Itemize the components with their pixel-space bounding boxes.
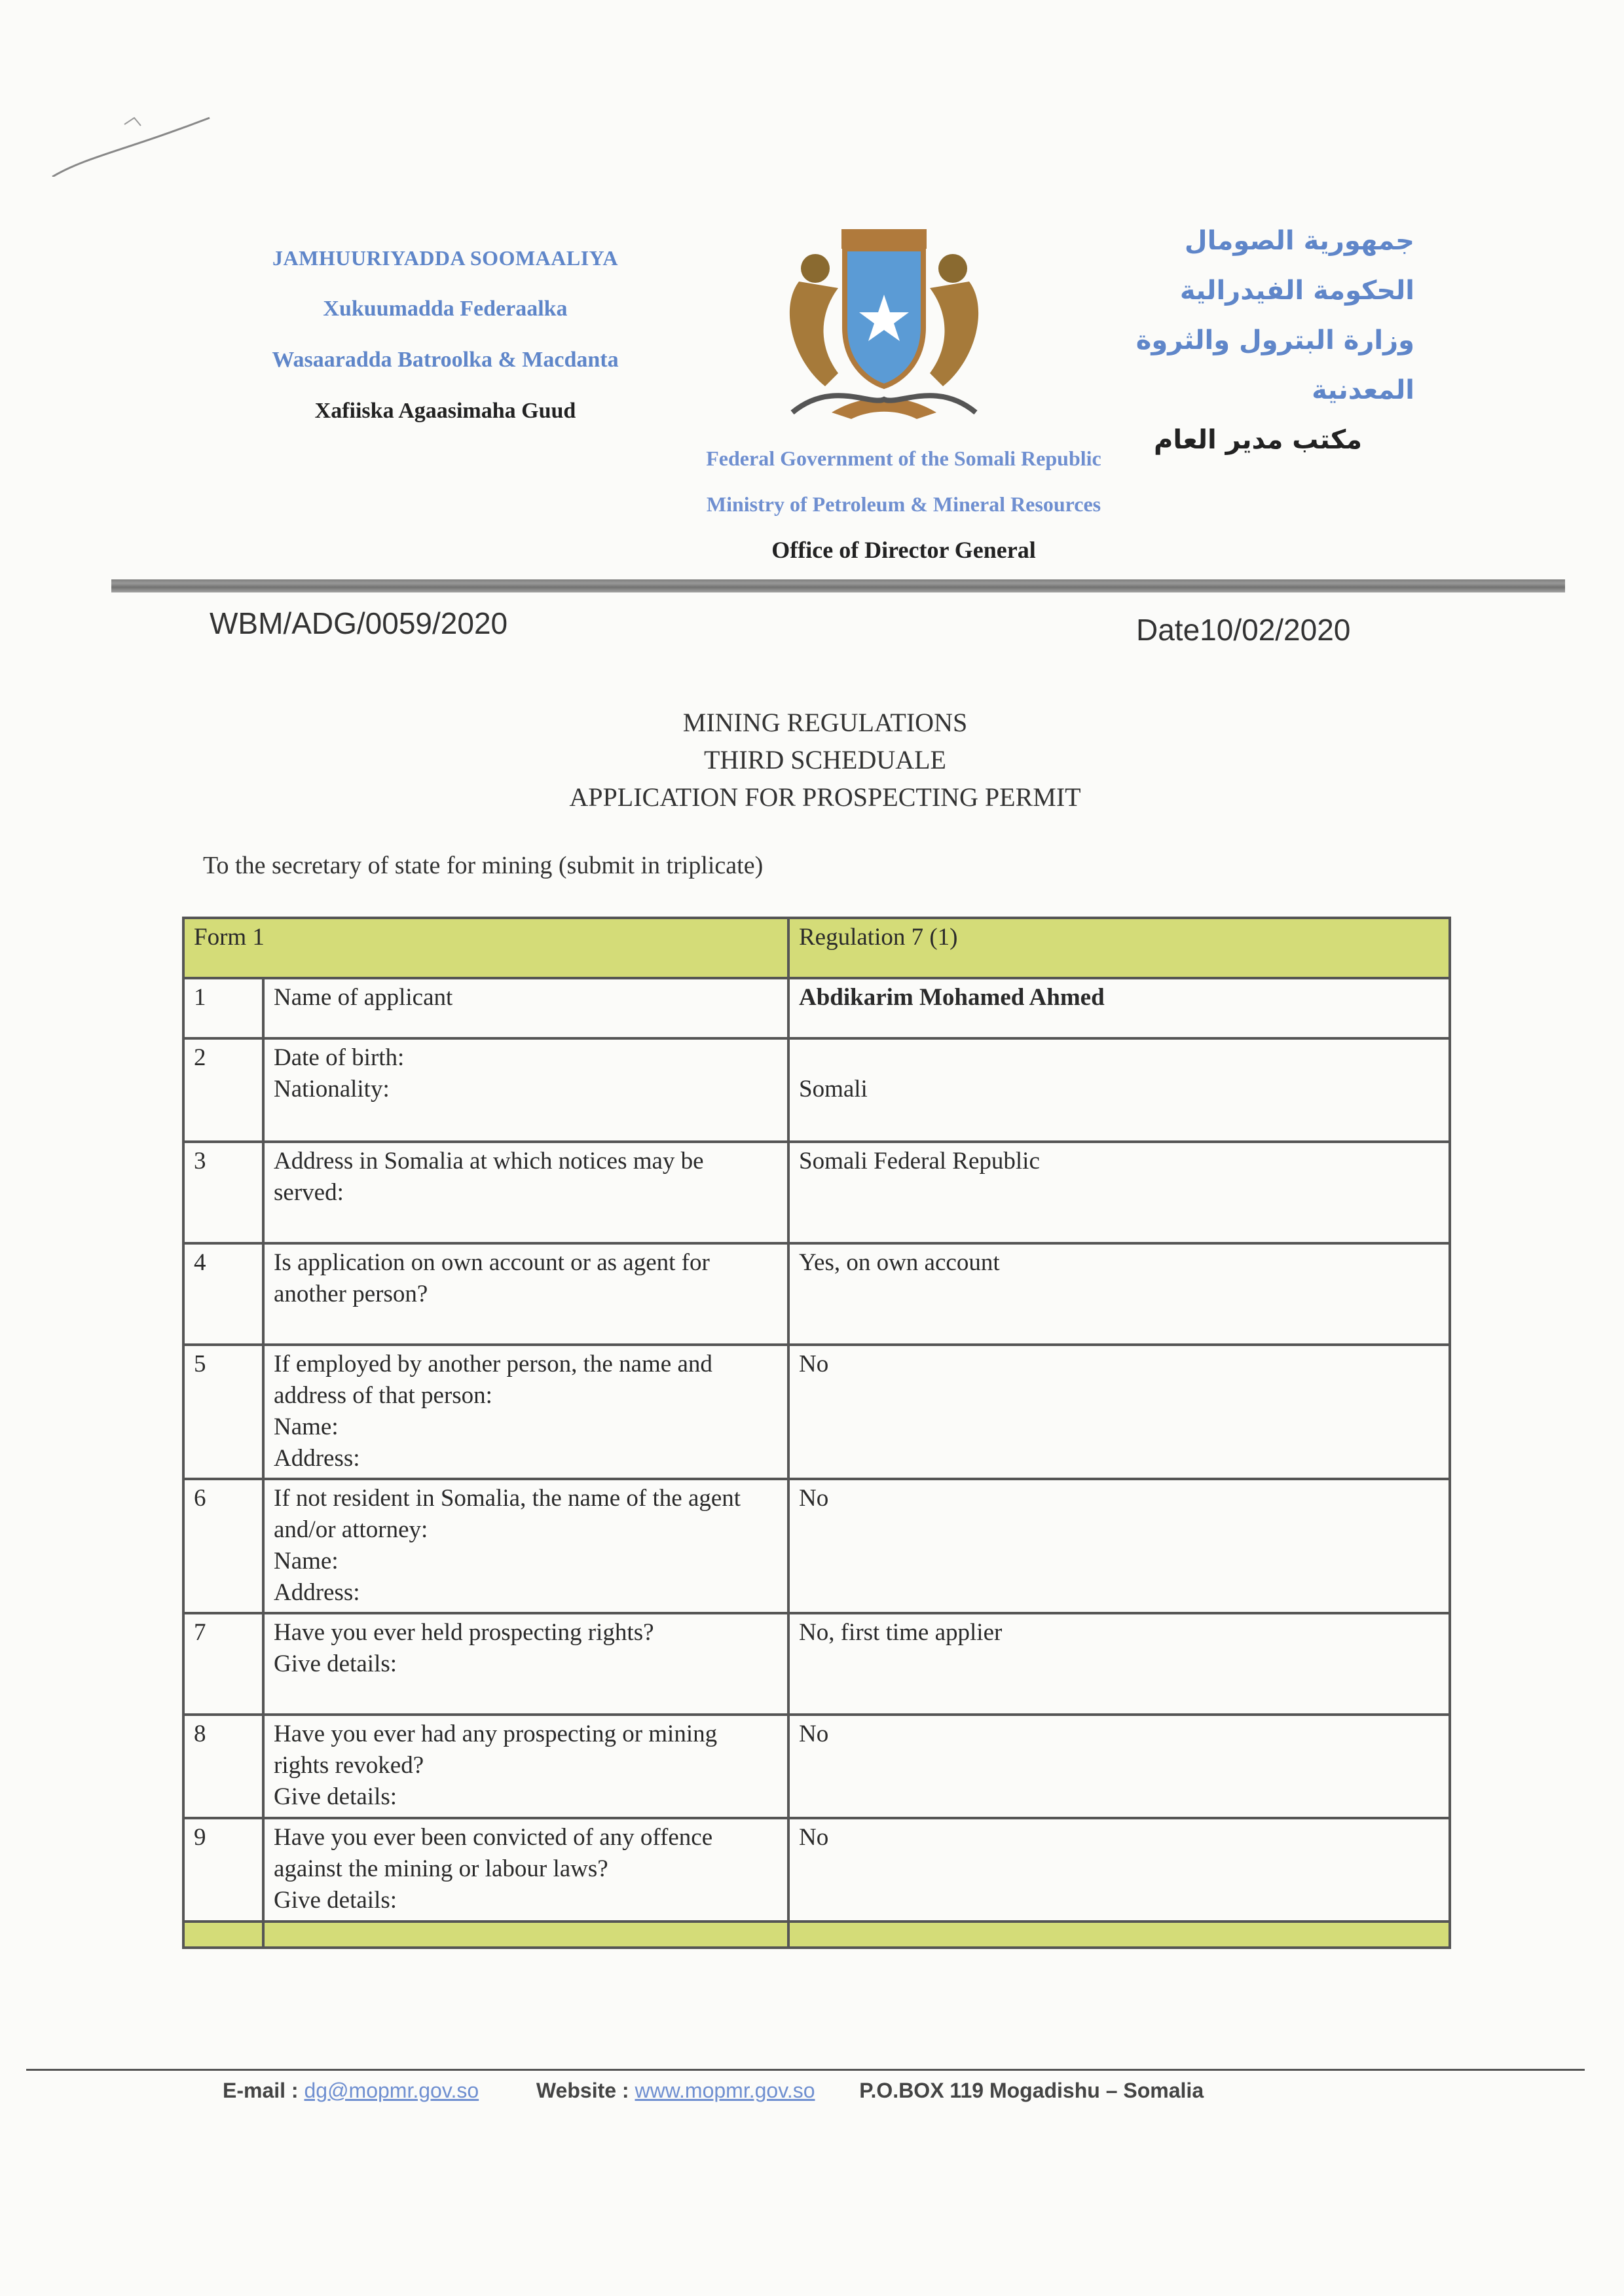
question-line: Give details: (274, 1887, 397, 1914)
row-question (263, 1479, 788, 1613)
question-line: If employed by another person, the name and address of that person: (274, 1351, 712, 1409)
question-line: Is application on own account or as agent for another person? (274, 1249, 710, 1307)
table-row (183, 1345, 1450, 1479)
form-header-row (183, 918, 1450, 978)
letterhead-somali-line: Xafiiska Agaasimaha Guud (314, 399, 576, 423)
email-label: E-mail : (223, 2079, 299, 2102)
question-line: Date of birth: (274, 1044, 405, 1071)
header-divider (111, 579, 1565, 592)
row-answer: No (788, 1345, 1450, 1479)
row-question (263, 1818, 788, 1922)
row-question (263, 1142, 788, 1243)
letterhead-english-line: Office of Director General (771, 537, 1036, 563)
table-row (183, 1818, 1450, 1922)
letterhead-somali-line: JAMHUURIYADDA SOOMAALIYA (272, 246, 618, 270)
letterhead-arabic (1048, 216, 1414, 465)
question-line: Have you ever had any prospecting or mining rights revoked? (274, 1721, 718, 1779)
row-number: 2 (183, 1038, 263, 1142)
row-answer: No, first time applier (788, 1613, 1450, 1715)
letterhead-somali-line: Wasaaradda Batroolka & Macdanta (272, 348, 619, 372)
row-question (263, 1613, 788, 1715)
footer-cell (263, 1922, 788, 1948)
intro-text: To the secretary of state for mining (submit in triplicate) (203, 852, 764, 879)
row-question (263, 1715, 788, 1818)
letterhead-arabic-line: وزارة البترول والثروة المعدنية (1135, 325, 1414, 405)
footer-divider (26, 2069, 1585, 2071)
row-question (263, 1243, 788, 1345)
footer (223, 2079, 1204, 2103)
document-titles (445, 704, 1205, 816)
footer-cell (183, 1922, 263, 1948)
question-line: Name: (274, 1413, 339, 1440)
title-line: MINING REGULATIONS (682, 708, 968, 737)
question-line: Address: (274, 1579, 360, 1606)
question-line: Address in Somalia at which notices may be served: (274, 1148, 704, 1206)
row-question (263, 1345, 788, 1479)
table-row (183, 1142, 1450, 1243)
form-header-right: Regulation 7 (1) (788, 918, 1450, 978)
question-line: Have you ever held prospecting rights? (274, 1619, 654, 1646)
row-answer: Abdikarim Mohamed Ahmed (788, 978, 1450, 1038)
title-line: APPLICATION FOR PROSPECTING PERMIT (569, 782, 1081, 812)
title-line: THIRD SCHEDUALE (704, 745, 946, 774)
reference-number: WBM/ADG/0059/2020 (210, 606, 508, 640)
row-number: 3 (183, 1142, 263, 1243)
website-link[interactable]: www.mopmr.gov.so (635, 2079, 815, 2102)
row-number: 8 (183, 1715, 263, 1818)
row-number: 7 (183, 1613, 263, 1715)
email-link[interactable]: dg@mopmr.gov.so (304, 2079, 479, 2102)
question-line: Nationality: (274, 1076, 390, 1102)
footer-cell (788, 1922, 1450, 1948)
question-line: Name: (274, 1548, 339, 1575)
row-answer: Somali Federal Republic (788, 1142, 1450, 1243)
row-question (263, 1038, 788, 1142)
row-number: 4 (183, 1243, 263, 1345)
table-row (183, 978, 1450, 1038)
question-line: Have you ever been convicted of any offence against the mining or labour laws? (274, 1824, 713, 1882)
letterhead-english-line: Federal Government of the Somali Republic (706, 446, 1101, 470)
table-row (183, 1715, 1450, 1818)
website-label: Website : (536, 2079, 629, 2102)
letterhead-english (576, 435, 1231, 573)
letterhead-arabic-line: مكتب مدير العام (1154, 425, 1362, 455)
letterhead-arabic-line: الحكومة الفيدرالية (1179, 276, 1414, 306)
row-answer: No (788, 1818, 1450, 1922)
letterhead-english-line: Ministry of Petroleum & Mineral Resources (706, 492, 1101, 516)
letterhead-arabic-line: جمهورية الصومال (1184, 226, 1414, 256)
row-answer: No (788, 1715, 1450, 1818)
letterhead-somali (196, 232, 694, 437)
form-footer-row (183, 1922, 1450, 1948)
table-row (183, 1038, 1450, 1142)
row-number: 9 (183, 1818, 263, 1922)
question-line: If not resident in Somalia, the name of the agent and/or attorney: (274, 1485, 741, 1543)
form-header-left: Form 1 (183, 918, 788, 978)
row-number: 6 (183, 1479, 263, 1613)
application-form-table (182, 917, 1451, 1949)
question-line: Give details: (274, 1783, 397, 1810)
question-line: Give details: (274, 1650, 397, 1677)
question-line: Address: (274, 1445, 360, 1472)
answer-text: Somali (799, 1076, 868, 1102)
document-date: Date10/02/2020 (1136, 613, 1351, 647)
row-answer: No (788, 1479, 1450, 1613)
coat-of-arms-emblem (753, 216, 1015, 432)
row-answer: Yes, on own account (788, 1243, 1450, 1345)
row-question (263, 978, 788, 1038)
row-number: 1 (183, 978, 263, 1038)
table-row (183, 1613, 1450, 1715)
table-row (183, 1243, 1450, 1345)
question-line: Name of applicant (274, 984, 453, 1011)
po-box: P.O.BOX 119 Mogadishu – Somalia (859, 2079, 1204, 2102)
row-number: 5 (183, 1345, 263, 1479)
table-row (183, 1479, 1450, 1613)
handwritten-scribble (26, 79, 236, 177)
letterhead-somali-line: Xukuumadda Federaalka (323, 297, 568, 321)
row-answer (788, 1038, 1450, 1142)
